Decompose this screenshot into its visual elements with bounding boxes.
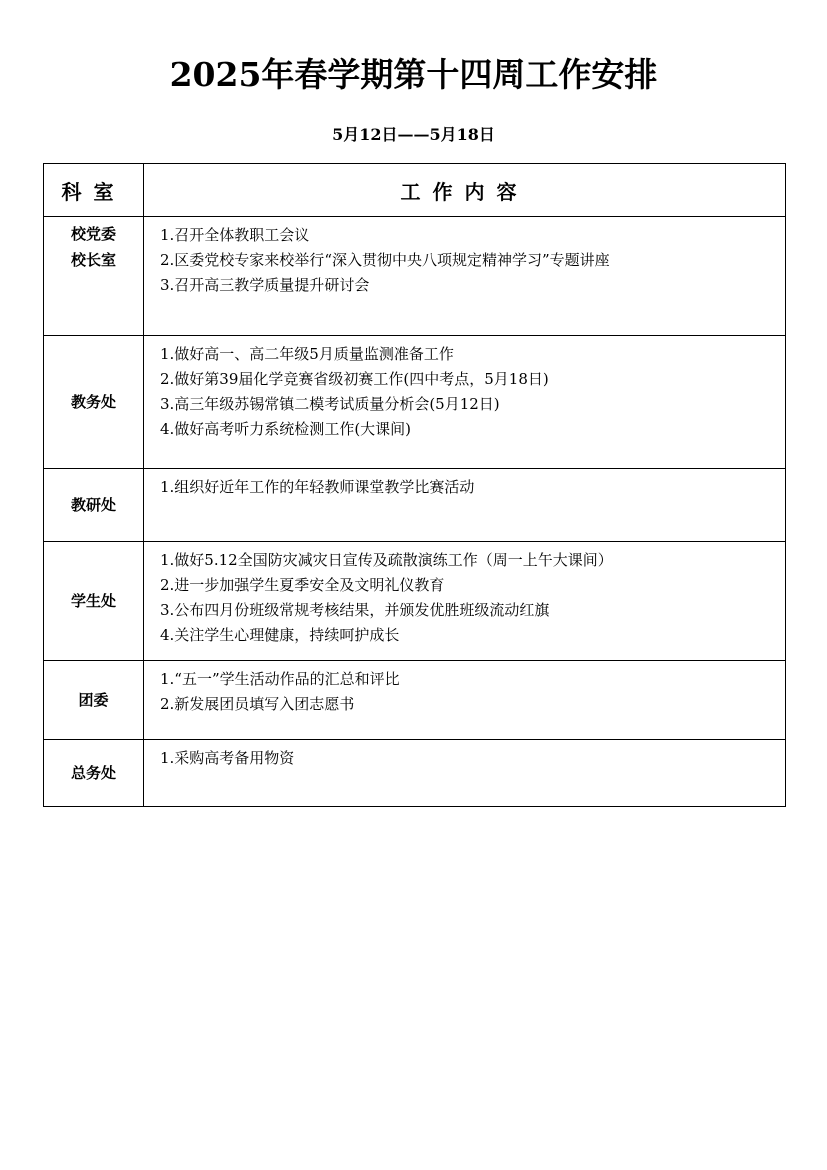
work-item: 2.区委党校专家来校举行“深入贯彻中央八项规定精神学习”专题讲座 bbox=[160, 251, 610, 269]
table-row-party-principal bbox=[44, 217, 786, 336]
page-title: 2025年春学期第十四周工作安排 bbox=[169, 55, 658, 94]
dept-label: 校长室 bbox=[70, 251, 116, 269]
work-list bbox=[144, 469, 785, 500]
work-item: 4.关注学生心理健康，持续呵护成长 bbox=[160, 626, 400, 644]
table-row-youth-league bbox=[44, 661, 786, 740]
work-item: 1.采购高考备用物资 bbox=[160, 749, 295, 767]
work-cell bbox=[144, 740, 786, 807]
table-row-student-affairs bbox=[44, 542, 786, 661]
dept-cell bbox=[44, 217, 144, 336]
work-item: 1.做好5.12全国防灾减灾日宣传及疏散演练工作（周一上午大课间） bbox=[160, 551, 613, 569]
work-item: 2.做好第39届化学竞赛省级初赛工作(四中考点，5月18日) bbox=[160, 370, 549, 388]
dept-label: 教研处 bbox=[70, 496, 116, 514]
work-cell bbox=[144, 469, 786, 542]
dept-label: 教务处 bbox=[70, 393, 116, 411]
dept-cell bbox=[44, 661, 144, 740]
table-row-teaching-research bbox=[44, 469, 786, 542]
date-range: 5月12日——5月18日 bbox=[332, 125, 495, 144]
work-list bbox=[144, 217, 785, 298]
dept-label: 团委 bbox=[78, 691, 109, 709]
header-work-cell bbox=[144, 164, 786, 217]
dept-cell bbox=[44, 542, 144, 661]
work-item: 3.高三年级苏锡常镇二模考试质量分析会(5月12日) bbox=[160, 395, 500, 413]
dept-cell bbox=[44, 336, 144, 469]
header-work-label: 工作内容 bbox=[400, 179, 529, 204]
work-item: 2.新发展团员填写入团志愿书 bbox=[160, 695, 355, 713]
work-item: 1.“五一”学生活动作品的汇总和评比 bbox=[160, 670, 400, 688]
work-item: 3.召开高三教学质量提升研讨会 bbox=[160, 276, 370, 294]
work-cell bbox=[144, 661, 786, 740]
work-item: 3.公布四月份班级常规考核结果，并颁发优胜班级流动红旗 bbox=[160, 601, 550, 619]
work-item: 1.召开全体教职工会议 bbox=[160, 226, 310, 244]
table-row-academic-affairs bbox=[44, 336, 786, 469]
work-cell bbox=[144, 542, 786, 661]
work-item: 1.做好高一、高二年级5月质量监测准备工作 bbox=[160, 345, 454, 363]
work-cell bbox=[144, 336, 786, 469]
work-item: 1.组织好近年工作的年轻教师课堂教学比赛活动 bbox=[160, 478, 475, 496]
header-dept-cell bbox=[44, 164, 144, 217]
work-item: 4.做好高考听力系统检测工作(大课间) bbox=[160, 420, 412, 438]
work-list bbox=[144, 740, 785, 771]
header-dept-label: 科室 bbox=[61, 179, 126, 204]
dept-cell bbox=[44, 469, 144, 542]
work-list bbox=[144, 336, 785, 442]
dept-label: 校党委 bbox=[70, 225, 116, 243]
dept-label: 总务处 bbox=[70, 764, 116, 782]
dept-label: 学生处 bbox=[70, 592, 116, 610]
work-cell bbox=[144, 217, 786, 336]
work-list bbox=[144, 661, 785, 717]
schedule-table bbox=[43, 163, 786, 807]
table-header-row bbox=[44, 164, 786, 217]
table-row-general-affairs bbox=[44, 740, 786, 807]
work-list bbox=[144, 542, 785, 648]
work-item: 2.进一步加强学生夏季安全及文明礼仪教育 bbox=[160, 576, 445, 594]
dept-cell bbox=[44, 740, 144, 807]
